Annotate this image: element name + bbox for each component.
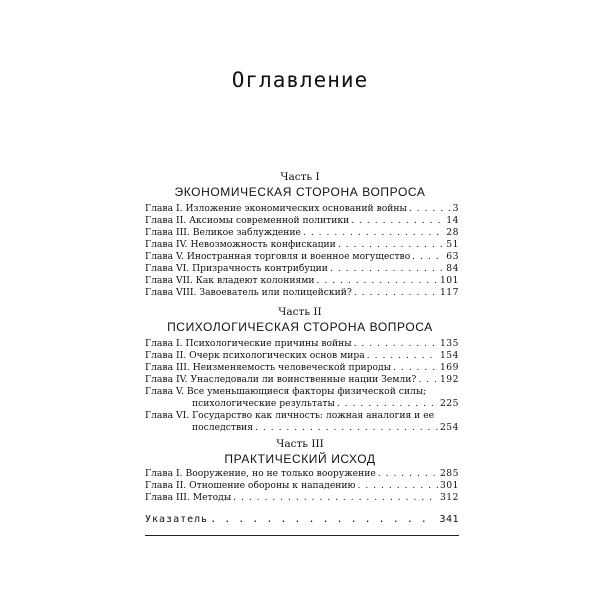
page-number: 154: [439, 350, 459, 361]
toc-entry[interactable]: [145, 374, 459, 386]
page-number: 225: [439, 398, 459, 409]
page-number: 28: [446, 227, 459, 238]
chapter-title: Государство как личность: ложная аналогия и ее: [192, 410, 435, 421]
chapter-number: Глава III.: [145, 362, 190, 373]
leader-dots: [303, 227, 444, 239]
chapter-number: Глава I.: [145, 338, 183, 349]
index-label: Указатель: [145, 514, 209, 525]
chapter-title: Как владеют колониями: [195, 275, 315, 286]
page-number: 285: [439, 468, 459, 479]
chapter-number: Глава IV.: [145, 374, 188, 385]
leader-dots: [337, 398, 438, 410]
chapter-number: Глава I.: [145, 468, 183, 479]
chapter-number: Глава VII.: [145, 275, 193, 286]
chapter-number: Глава VI.: [145, 263, 190, 274]
leader-dots: [418, 374, 438, 386]
chapter-title: Отношение обороны к нападению: [189, 480, 356, 491]
toc-entry[interactable]: [145, 203, 459, 215]
chapter-number: Глава VI.: [145, 410, 190, 421]
toc-entry[interactable]: [145, 480, 459, 492]
toc-entry[interactable]: [145, 338, 459, 350]
part-2-label: Часть II: [278, 306, 322, 318]
leader-dots: [354, 287, 438, 299]
chapter-number: Глава II.: [145, 350, 187, 361]
leader-dots: [255, 422, 438, 434]
part-3-label: Часть III: [276, 438, 324, 450]
leader-dots: [210, 514, 437, 526]
leader-dots: [412, 251, 444, 263]
chapter-title-continued: психологические результаты: [192, 398, 335, 409]
page-number: 341: [439, 514, 459, 525]
toc-entry[interactable]: [145, 386, 459, 410]
page-number: 301: [439, 480, 459, 491]
chapter-number: Глава III.: [145, 492, 190, 503]
chapter-number: Глава V.: [145, 251, 184, 262]
leader-dots: [354, 338, 438, 350]
page-number: 117: [439, 287, 459, 298]
leader-dots: [393, 362, 438, 374]
toc-entry[interactable]: [145, 251, 459, 263]
chapter-title: Все уменьшающиеся факторы физической силы;: [186, 386, 427, 397]
chapter-title: Вооружение, но не только вооружение: [185, 468, 376, 479]
chapter-number: Глава II.: [145, 480, 187, 491]
bottom-rule: [145, 535, 459, 536]
page-number: 101: [439, 275, 459, 286]
chapter-number: Глава I.: [145, 203, 183, 214]
chapter-number: Глава V.: [145, 386, 184, 397]
chapter-title: Методы: [192, 492, 232, 503]
chapter-title: Неизменяемость человеческой природы: [192, 362, 392, 373]
chapter-number: Глава II.: [145, 215, 187, 226]
part-2-heading: ПСИХОЛОГИЧЕСКАЯ СТОРОНА ВОПРОСА: [167, 320, 433, 334]
toc-entry[interactable]: [145, 215, 459, 227]
page-number: 14: [446, 215, 459, 226]
chapter-number: Глава III.: [145, 227, 190, 238]
toc-entry[interactable]: [145, 362, 459, 374]
page-number: 51: [446, 239, 459, 250]
leader-dots: [358, 480, 438, 492]
chapter-number: Глава IV.: [145, 239, 188, 250]
page-title: Оглавление: [231, 68, 369, 92]
toc-entry[interactable]: [145, 275, 459, 287]
chapter-title: Невозможность конфискации: [190, 239, 336, 250]
leader-dots: [330, 263, 444, 275]
chapter-title: Психологические причины войны: [185, 338, 352, 349]
page-number: 84: [446, 263, 459, 274]
chapter-title: Изложение экономических оснований войны: [185, 203, 407, 214]
part-3-heading: ПРАКТИЧЕСКИЙ ИСХОД: [224, 452, 376, 466]
chapter-number: Глава VIII.: [145, 287, 197, 298]
chapter-title: Призрачность контрибуции: [192, 263, 328, 274]
toc-entry[interactable]: [145, 350, 459, 362]
leader-dots: [351, 215, 444, 227]
toc-entry[interactable]: [145, 227, 459, 239]
chapter-title: Очерк психологических основ мира: [189, 350, 365, 361]
page-number: 135: [439, 338, 459, 349]
leader-dots: [233, 492, 438, 504]
toc-entry[interactable]: [145, 410, 459, 434]
page-number: 312: [439, 492, 459, 503]
chapter-title-continued: последствия: [192, 422, 254, 433]
toc-entry[interactable]: [145, 239, 459, 251]
chapter-title: Великое заблуждение: [192, 227, 301, 238]
chapter-title: Унаследовали ли воинственные нации Земли?: [190, 374, 417, 385]
toc-entry-index[interactable]: [145, 514, 459, 526]
chapter-title: Аксиомы современной политики: [189, 215, 350, 226]
chapter-title: Завоеватель или полицейский?: [199, 287, 352, 298]
part-1-label: Часть I: [280, 171, 320, 183]
leader-dots: [378, 468, 438, 480]
toc-entry[interactable]: [145, 468, 459, 480]
toc-entry[interactable]: [145, 263, 459, 275]
part-1-heading: ЭКОНОМИЧЕСКАЯ СТОРОНА ВОПРОСА: [174, 185, 426, 199]
page-number: 254: [439, 422, 459, 433]
page-number: 192: [439, 374, 459, 385]
leader-dots: [409, 203, 451, 215]
page-number: 63: [446, 251, 459, 262]
toc-entry[interactable]: [145, 492, 459, 504]
page-number: 3: [452, 203, 459, 214]
leader-dots: [317, 275, 438, 287]
chapter-title: Иностранная торговля и военное могущество: [186, 251, 411, 262]
page-number: 169: [439, 362, 459, 373]
leader-dots: [338, 239, 444, 251]
toc-entry[interactable]: [145, 287, 459, 299]
leader-dots: [367, 350, 438, 362]
